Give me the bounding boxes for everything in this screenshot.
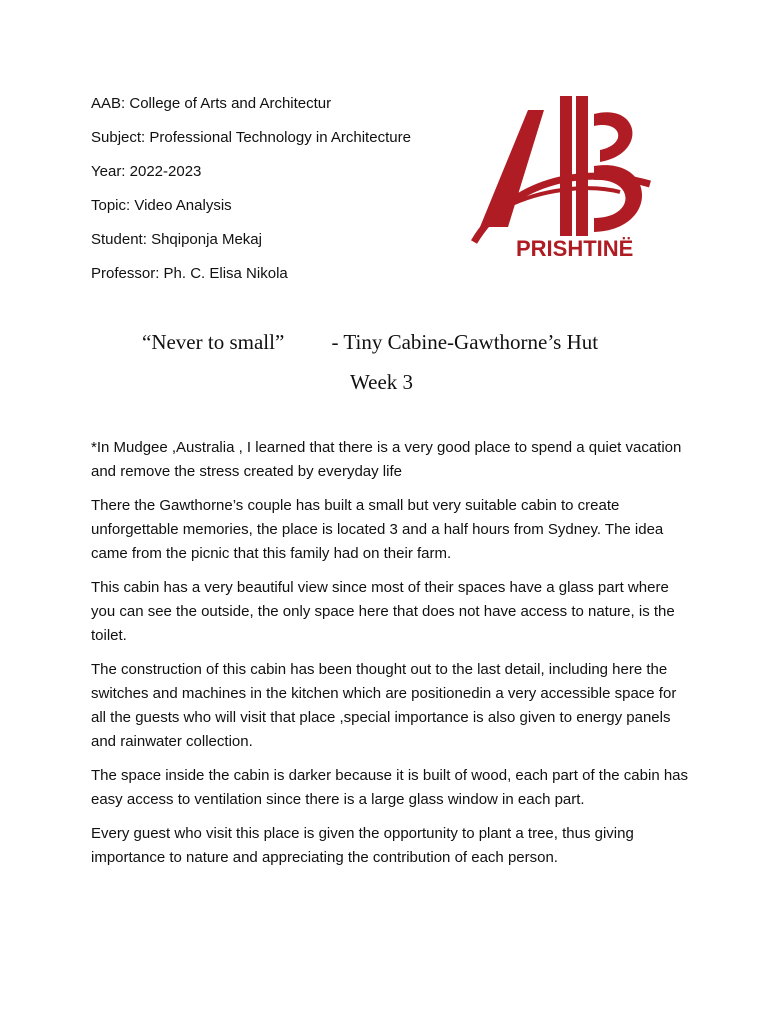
header-label: AAB: — [91, 95, 126, 112]
header-value: Professional Technology in Architecture — [149, 129, 411, 146]
title-quote: “Never to small” — [142, 330, 285, 354]
paragraph: This cabin has a very beautiful view since most of their spaces have a glass part where you can see the outside, the only space here that does not have access to nature, is the toilet. — [91, 579, 675, 644]
paragraph: There the Gawthorne’s couple has built a small but very suitable cabin to create unforgettable memories, the place is located 3 and a half hours from Sydney. The idea came from the picnic that this family had on their farm. — [91, 497, 664, 562]
header-line-year — [91, 162, 411, 196]
header-line-professor — [91, 264, 411, 298]
header-label: Student: — [91, 231, 147, 248]
body-text — [91, 436, 691, 880]
header-line-subject — [91, 128, 411, 162]
aab-logo — [470, 92, 660, 260]
header-line-student — [91, 230, 411, 264]
header-line-institution — [91, 94, 411, 128]
header-label: Subject: — [91, 129, 146, 146]
paragraph: Every guest who visit this place is given the opportunity to plant a tree, thus giving importance to nature and appreciating the contribution of each person. — [91, 825, 634, 866]
title-subject: - Tiny Cabine-Gawthorne’s Hut — [331, 330, 599, 354]
document-title — [142, 330, 598, 355]
header-label: Year: — [91, 163, 126, 180]
header-value: Video Analysis — [134, 197, 232, 214]
header-value: Shqiponja Mekaj — [151, 231, 262, 248]
paragraph: The construction of this cabin has been thought out to the last detail, including here the switches and machines in the kitchen which are positionedin a very accessible space for all the guests who will visit that place ,special importance is also given to energy panels and rainwater collection. — [91, 661, 677, 750]
header-label: Professor: — [91, 265, 160, 282]
header-value: College of Arts and Architectur — [129, 95, 332, 112]
header-line-topic — [91, 196, 411, 230]
paragraph: The space inside the cabin is darker because it is built of wood, each part of the cabin has easy access to ventilation since there is a large glass window in each part. — [91, 767, 689, 808]
header-value: Ph. C. Elisa Nikola — [163, 265, 288, 282]
aab-logo-graphic — [470, 92, 660, 260]
header-value: 2022-2023 — [129, 163, 202, 180]
logo-text: PRISHTINË — [516, 236, 634, 260]
paragraph: *In Mudgee ,Australia , I learned that there is a very good place to spend a quiet vacation and remove the stress created by everyday life — [91, 439, 682, 480]
header-label: Topic: — [91, 197, 131, 214]
week-heading: Week 3 — [350, 370, 414, 394]
header-info — [91, 94, 411, 298]
